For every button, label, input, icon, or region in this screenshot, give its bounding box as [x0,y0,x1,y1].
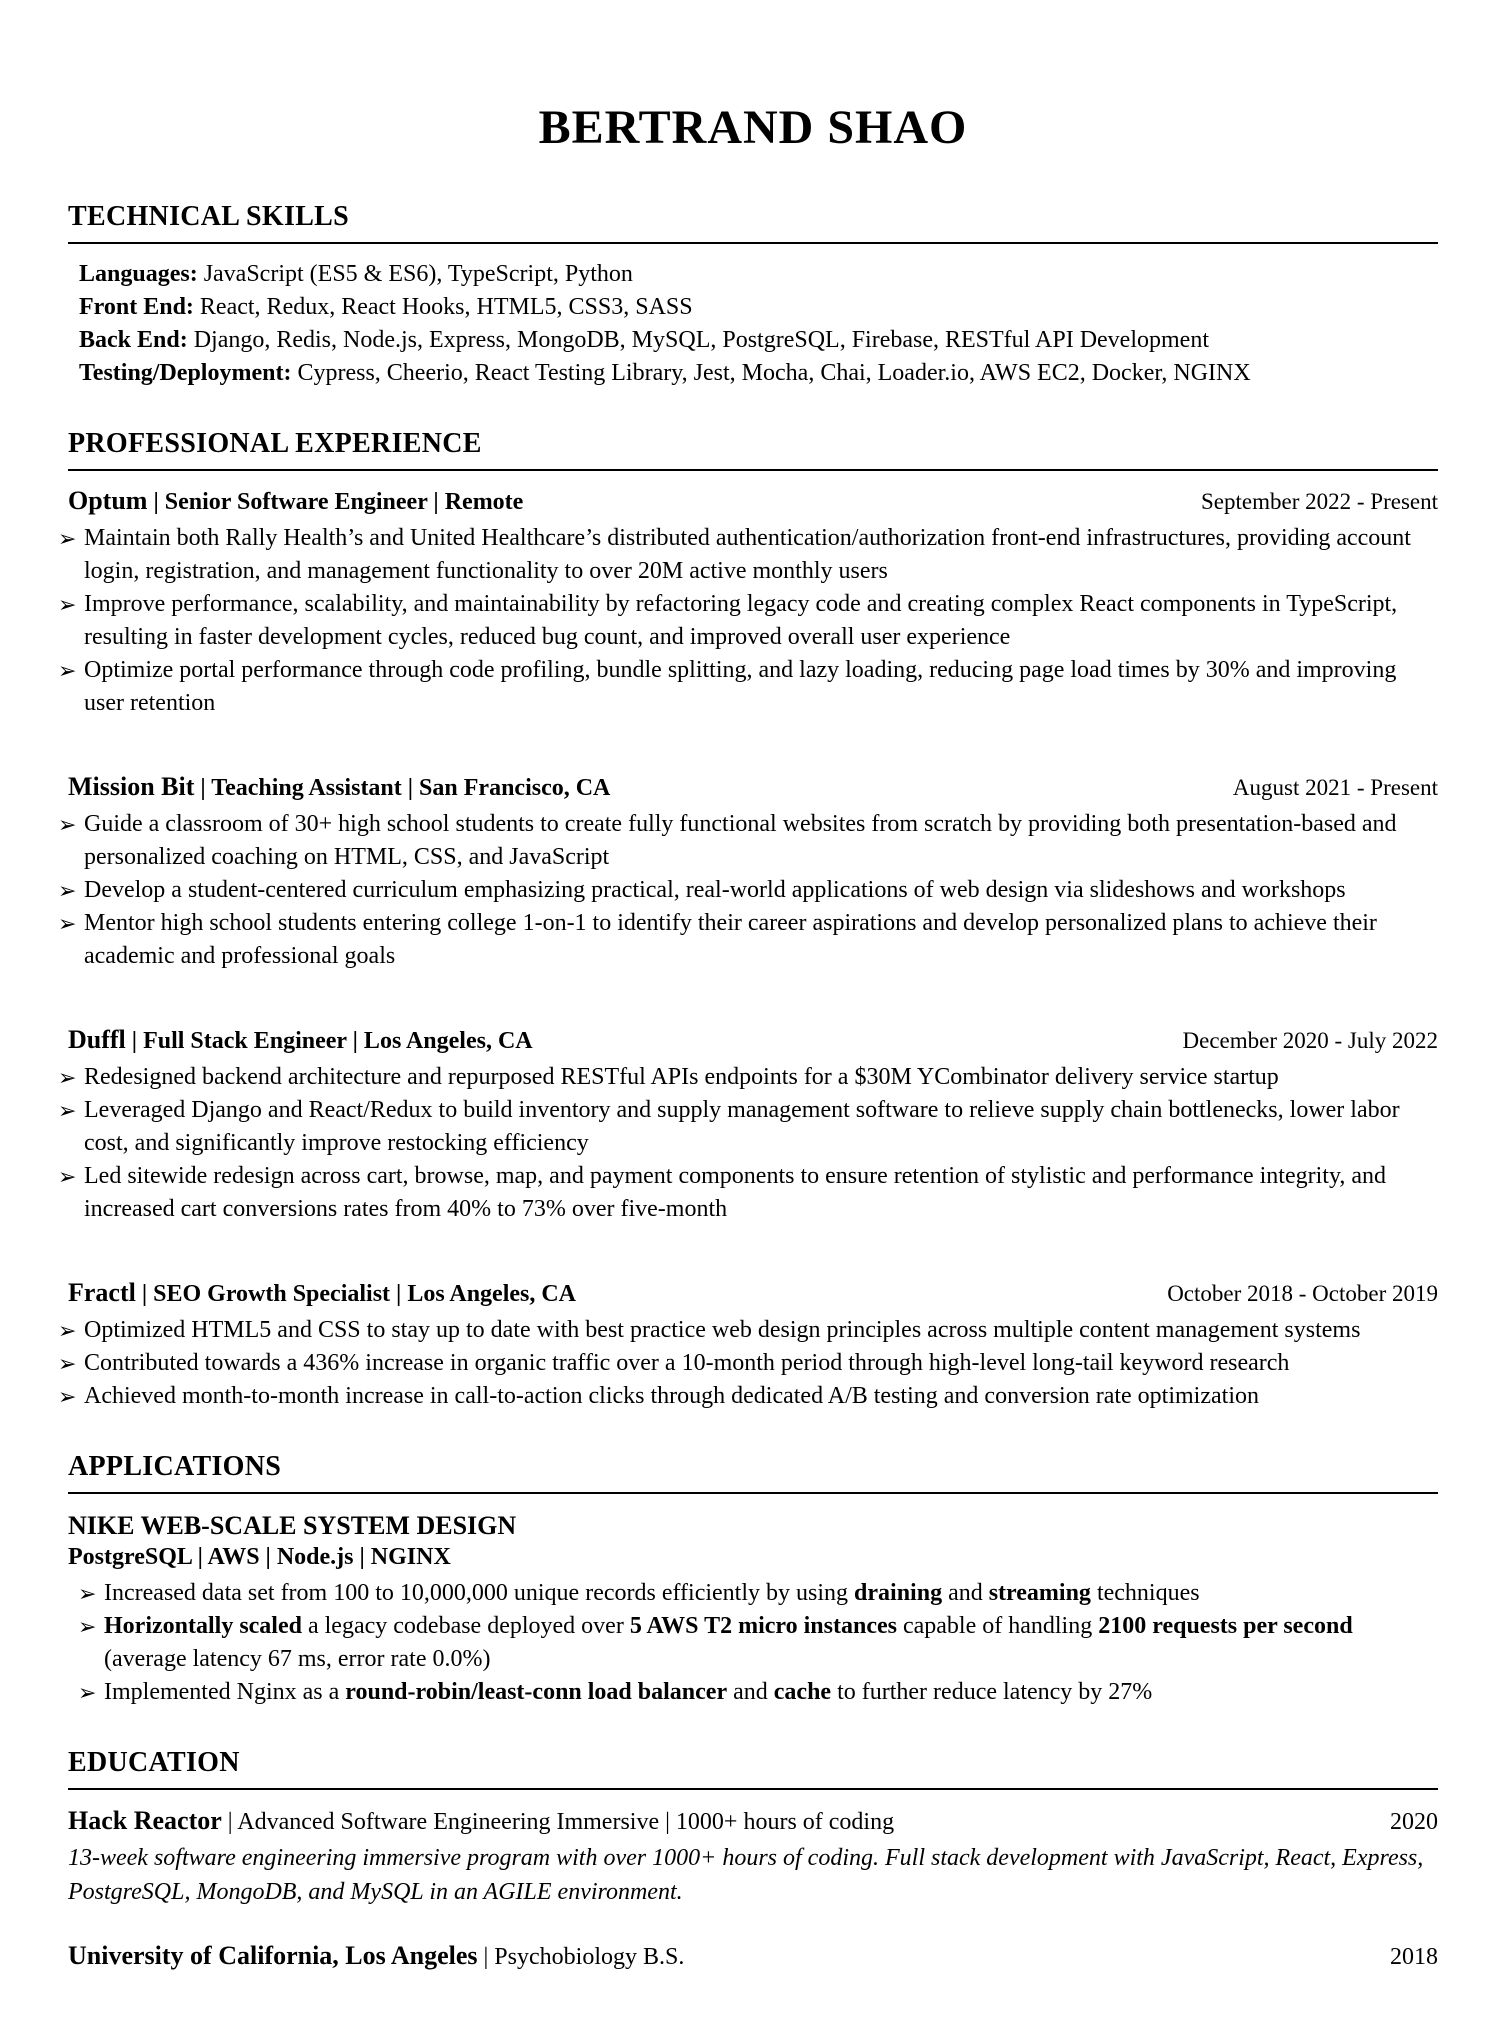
education-title-line [68,1806,1370,1836]
bullet-arrow-icon: ➢ [58,1351,77,1376]
bullet-text: Develop a student-centered curriculum emphasizing practical, real-world applications of web design via slideshows and workshops [84,877,1346,903]
bullet-text: Redesigned backend architecture and repurposed RESTful APIs endpoints for a $30M YCombinator delivery service startup [84,1064,1279,1090]
project-title: NIKE WEB-SCALE SYSTEM DESIGN [68,1511,517,1540]
bullet-text: Mentor high school students entering college 1-on-1 to identify their career aspirations and develop personalized plans to achieve their academic and professional goals [84,910,1377,969]
professional-experience-heading: PROFESSIONAL EXPERIENCE [68,428,482,459]
bullet-text: Leveraged Django and React/Redux to build inventory and supply management software to relieve supply chain bottlenecks, lower labor cost, and significantly improve restocking efficiency [84,1097,1400,1156]
skill-row-back-end [79,324,1438,357]
section-divider [68,242,1438,244]
bullet-text: Maintain both Rally Health’s and United Healthcare’s distributed authentication/authorization front-end infrastructures, providing account login, registration, and management functionality to over 20M active monthly users [84,525,1411,584]
skill-row-languages [79,258,1438,291]
bullet-item [58,907,1438,973]
job-role: | SEO Growth Specialist | Los Angeles, CA [135,1281,577,1307]
bullet-text: Led sitewide redesign across cart, browse, map, and payment components to ensure retention of stylistic and performance integrity, and increased cart conversions rates from 40% to 73% over five-month [84,1163,1387,1222]
technical-skills-heading: TECHNICAL SKILLS [68,201,350,232]
education-header [68,1806,1438,1836]
education-dates: 2018 [1390,1944,1438,1970]
job-dates: December 2020 - July 2022 [1182,1028,1438,1053]
job-title-line [68,486,1181,516]
bullet-text: Optimized HTML5 and CSS to stay up to date with best practice web design principles across multiple content management systems [84,1317,1361,1343]
bullet-list [58,1061,1438,1226]
job-role: | Full Stack Engineer | Los Angeles, CA [125,1028,533,1054]
bullet-item [58,588,1438,654]
skill-category-label: Languages: [79,261,198,287]
education-entry-ucla [68,1941,1438,1971]
bullet-list [58,522,1438,720]
bullet-text: Guide a classroom of 30+ high school students to create fully functional websites from scratch by providing both presentation-based and personalized coaching on HTML, CSS, and JavaScript [84,811,1397,870]
section-applications [68,1451,1438,1709]
school-name: Hack Reactor [68,1806,222,1835]
section-technical-skills [68,201,1438,390]
bullet-arrow-icon: ➢ [58,911,77,936]
job-title-line [68,772,1213,802]
section-education [68,1747,1438,1971]
bullet-arrow-icon: ➢ [78,1581,97,1606]
bullet-arrow-icon: ➢ [58,1065,77,1090]
education-header [68,1941,1438,1971]
skill-items: React, Redux, React Hooks, HTML5, CSS3, SASS [193,294,693,320]
section-divider [68,1788,1438,1790]
job-dates: October 2018 - October 2019 [1167,1281,1438,1306]
skill-row-testing-deployment [79,357,1438,390]
project-entry-nike [68,1511,1438,1709]
job-header [68,486,1438,516]
bullet-item [58,654,1438,720]
bullet-item [58,1380,1438,1413]
bullet-arrow-icon: ➢ [58,1164,77,1189]
job-title-line [68,1278,1147,1308]
bullet-list [58,808,1438,973]
bullet-text: Improve performance, scalability, and maintainability by refactoring legacy code and creating complex React components in TypeScript, resulting in faster development cycles, reduced bug count, and improved overall user experience [84,591,1398,650]
job-role: | Teaching Assistant | San Francisco, CA [194,775,611,801]
job-dates: September 2022 - Present [1201,489,1438,514]
bullet-text: Horizontally scaled a legacy codebase deployed over 5 AWS T2 micro instances capable of handling 2100 requests per second (average latency 67 ms, error rate 0.0%) [104,1613,1353,1672]
bullet-item [58,1061,1438,1094]
job-entry-fractl [58,1278,1438,1413]
company-name: Optum [68,486,148,515]
bullet-list [78,1577,1438,1709]
skill-items: JavaScript (ES5 & ES6), TypeScript, Python [197,261,633,287]
skill-items: Django, Redis, Node.js, Express, MongoDB, MySQL, PostgreSQL, Firebase, RESTful API Development [187,327,1209,353]
skill-category-label: Back End: [79,327,188,353]
bullet-item [58,1347,1438,1380]
section-divider [68,1492,1438,1494]
bullet-text: Optimize portal performance through code profiling, bundle splitting, and lazy loading, reducing page load times by 30% and improving user retention [84,657,1397,716]
bullet-item [58,1314,1438,1347]
bullet-item [58,1160,1438,1226]
job-dates: August 2021 - Present [1232,775,1438,800]
bullet-arrow-icon: ➢ [58,1098,77,1123]
education-dates: 2020 [1390,1809,1438,1835]
section-professional-experience [58,428,1438,1413]
bullet-item [58,874,1438,907]
skills-list [79,258,1438,390]
bullet-text: Increased data set from 100 to 10,000,000 unique records efficiently by using draining and streaming techniques [104,1580,1200,1606]
bullet-text: Achieved month-to-month increase in call-to-action clicks through dedicated A/B testing and conversion rate optimization [84,1383,1259,1409]
bullet-arrow-icon: ➢ [58,812,77,837]
education-title-line [68,1941,1370,1971]
bullet-list [58,1314,1438,1413]
company-name: Fractl [68,1278,136,1307]
bullet-item [58,1094,1438,1160]
bullet-text: Implemented Nginx as a round-robin/least-conn load balancer and cache to further reduce latency by 27% [104,1679,1153,1705]
company-name: Duffl [68,1025,126,1054]
school-name: University of California, Los Angeles [68,1941,478,1970]
bullet-item [78,1577,1438,1610]
company-name: Mission Bit [68,772,195,801]
applications-heading: APPLICATIONS [68,1451,282,1482]
bullet-text: Contributed towards a 436% increase in organic traffic over a 10-month period through high-level long-tail keyword research [84,1350,1290,1376]
bullet-arrow-icon: ➢ [58,592,77,617]
program-description: 13-week software engineering immersive program with over 1000+ hours of coding. Full stack development with JavaScript, React, Express, PostgreSQL, MongoDB, and MySQL in an AGILE environment. [68,1845,1424,1905]
job-header [68,1278,1438,1308]
education-heading: EDUCATION [68,1747,240,1778]
job-header [68,1025,1438,1055]
bullet-item [58,808,1438,874]
skill-category-label: Front End: [79,294,194,320]
bullet-arrow-icon: ➢ [58,1384,77,1409]
bullet-item [58,522,1438,588]
project-tech-stack: PostgreSQL | AWS | Node.js | NGINX [68,1544,451,1570]
bullet-arrow-icon: ➢ [78,1680,97,1705]
bullet-arrow-icon: ➢ [58,878,77,903]
job-role: | Senior Software Engineer | Remote [147,489,524,515]
bullet-arrow-icon: ➢ [58,526,77,551]
skill-row-front-end [79,291,1438,324]
section-divider [68,469,1438,471]
page-title: BERTRAND SHAO [538,101,968,154]
job-title-line [68,1025,1163,1055]
bullet-arrow-icon: ➢ [58,658,77,683]
bullet-item [78,1676,1438,1709]
bullet-arrow-icon: ➢ [78,1614,97,1639]
education-entry-hack-reactor [68,1806,1438,1909]
job-header [68,772,1438,802]
degree-detail: | Psychobiology B.S. [477,1944,685,1970]
job-entry-optum [58,486,1438,720]
bullet-item [78,1610,1438,1676]
job-entry-mission-bit [58,772,1438,973]
bullet-arrow-icon: ➢ [58,1318,77,1343]
job-entry-duffl [58,1025,1438,1226]
degree-detail: | Advanced Software Engineering Immersive | 1000+ hours of coding [221,1809,895,1835]
skill-items: Cypress, Cheerio, React Testing Library, Jest, Mocha, Chai, Loader.io, AWS EC2, Docker, NGINX [291,360,1251,386]
skill-category-label: Testing/Deployment: [79,360,292,386]
